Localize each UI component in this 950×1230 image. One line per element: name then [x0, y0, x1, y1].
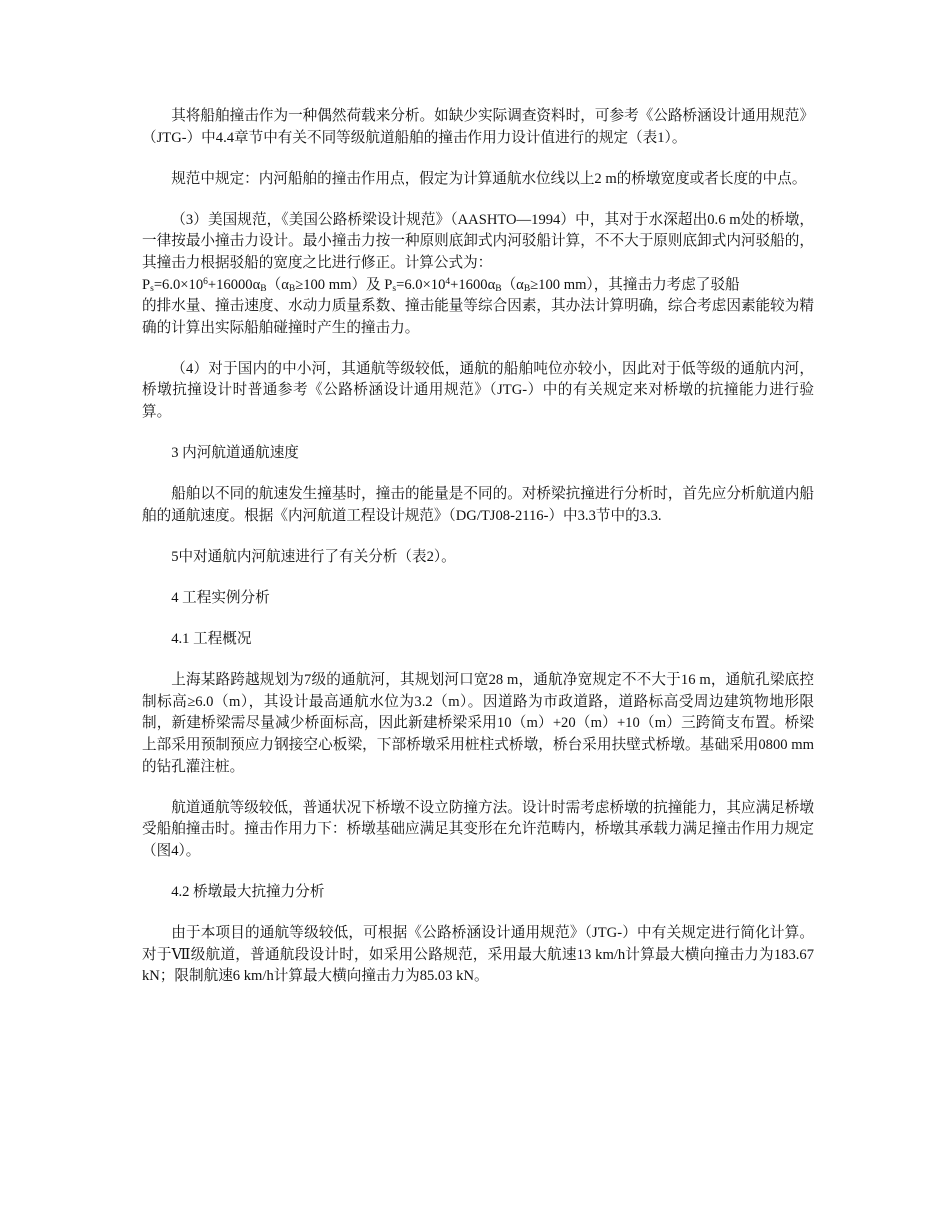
paragraph-us-code: [142, 210, 814, 340]
us-code-conclusion: 的排水量、撞击速度、水动力质量系数、撞击能量等综合因素，其办法计算明确，综合考虑因素能较为精确的计算出实际船舶碰撞时产生的撞击力。: [142, 298, 814, 336]
section-heading-4: 4 工程实例分析: [171, 590, 270, 606]
paragraph-speed-analysis: 5中对通航内河航速进行了有关分析（表2）。: [171, 548, 456, 565]
section-heading-4-1: 4.1 工程概况: [171, 631, 252, 648]
paragraph-domestic-rivers: （4）对于国内的中小河，其通航等级较低，通航的船舶吨位亦较小，因此对于低等级的通航内河，桥墩抗撞设计时普通参考《公路桥涵设计通用规范》（JTG-）中的有关规定来对桥墩的抗撞能力进行验算。: [142, 360, 814, 421]
paragraph-ship-impact-load: 其将船舶撞击作为一种偶然荷载来分析。如缺少实际调查资料时，可参考《公路桥涵设计通用规范》（JTG-）中4.4章节中有关不同等级航道船舶的撞击作用力设计值进行的规定（表1）。: [142, 108, 814, 146]
paragraph-max-impact: 由于本项目的通航等级较低，可根据《公路桥涵设计通用规范》（JTG-）中有关规定进行简化计算。对于Ⅶ级航道，普通航段设计时，如采用公路规范，采用最大航速13 km/h计算最大横向撞击力为183.67 kN；限制航速6 km/h计算最大横向撞击力为85.03 kN。: [142, 925, 814, 985]
impact-formula: $P_s=6.0\times 10^6+16000\alpha_B(\alpha_B\ge 100$ mm）及 $P_s=6.0\times 10^4+1600\alpha_B(\alpha_B\ge 100$ mm），其撞击力考虑了驳船: [142, 276, 740, 294]
us-code-intro: （3）美国规范，《美国公路桥梁设计规范》（AASHTO—1994）中，其对于水深超出0.6 m处的桥墩，一律按最小撞击力设计。最小撞击力按一种原则底卸式内河驳船计算，不不大于原则底卸式内河驳船的，其撞击力根据驳船的宽度之比进行修正。计算公式为：: [142, 211, 814, 271]
paragraph-pier-capacity: 航道通航等级较低，普通状况下桥墩不设立防撞方法。设计时需考虑桥墩的抗撞能力，其应满足桥墩受船舶撞击时。撞击作用力下：桥墩基础应满足其变形在允许范畴内，桥墩其承载力满足撞击作用力规定（图4）。: [142, 799, 814, 859]
paragraph-project-overview: 上海某路跨越规划为7级的通航河，其规划河口宽28 m，通航净宽规定不不大于16 m，通航孔梁底控制标高≥6.0（m），其设计最高通航水位为3.2（m）。因道路为市政道路，道路标高受周边建筑物地形限制，新建桥梁需尽量减少桥面标高，因此新建桥梁采用10（m）+20（m）+10（m）三跨简支布置。桥梁上部采用预制预应力钢接空心板梁，下部桥墩采用桩柱式桥墩，桥台采用扶壁式桥墩。基础采用0800 mm的钻孔灌注桩。: [142, 672, 814, 775]
paragraph-ship-speed: 船舶以不同的航速发生撞基时，撞击的能量是不同的。对桥梁抗撞进行分析时，首先应分析航道内船舶的通航速度。根据《内河航道工程设计规范》（DG/TJ08-2116-）中3.3节中的3.3.: [142, 486, 814, 524]
paragraph-impact-point: 规范中规定：内河船舶的撞击作用点，假定为计算通航水位线以上2 m的桥墩宽度或者长度的中点。: [171, 170, 807, 187]
section-heading-4-2: 4.2 桥墩最大抗撞力分析: [171, 883, 325, 900]
section-heading-3: 3 内河航道通航速度: [171, 445, 299, 462]
document-page: [142, 106, 814, 1007]
